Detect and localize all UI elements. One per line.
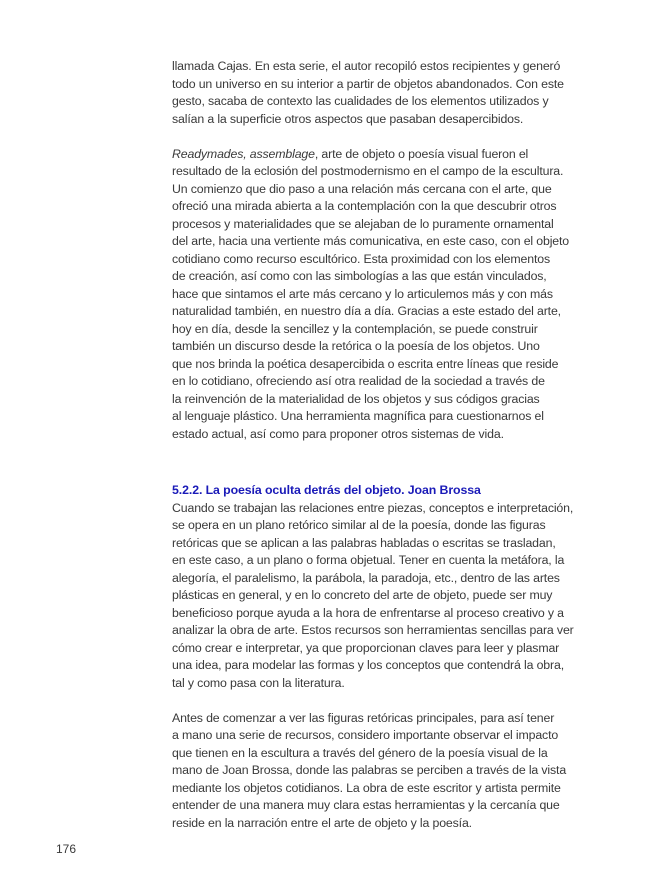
paragraph-readymades (172, 146, 608, 444)
italic-term: Readymades, assemblage (172, 146, 315, 161)
section-heading: 5.2.2. La poesía oculta detrás del objeto. Joan Brossa (172, 483, 481, 497)
body-text (172, 58, 608, 850)
paragraph-cajas: llamada Cajas. En esta serie, el autor recopiló estos recipientes y generó todo un universo en su interior a partir de objetos abandonados. Con este gesto, sacaba de contexto las cualidades de los elementos utilizados y salían a la superficie otros aspectos que pasaban desapercibidos. (172, 59, 564, 126)
paragraph-brossa: Antes de comenzar a ver las figuras retóricas principales, para así tener a mano una serie de recursos, considero importante observar el impacto que tienen en la escultura a través del género de la poesía visual de la mano de Joan Brossa, donde las palabras se perciben a través de la vista mediante los objetos cotidianos. La obra de este escritor y artista permite entender de una manera muy clara estas herramientas y la cercanía que reside en la narración entre el arte de objeto y la poesía. (172, 710, 567, 830)
page-number: 176 (56, 842, 77, 856)
paragraph-rhetoric: Cuando se trabajan las relaciones entre piezas, conceptos e interpretación, se opera en un plano retórico similar al de la poesía, donde las figuras retóricas que se aplican a las palabras habladas o escritas se trasladan, en este caso, a un plano o forma objetual. Tener en cuenta la metáfora, la alegoría, el paralelismo, la parábola, la paradoja, etc., dentro de las artes plásticas en general, y en lo concreto del arte de objeto, puede ser muy beneficioso porque ayuda a la hora de enfrentarse al proceso creativo y a analizar la obra de arte. Estos recursos son herramientas sencillas para ver cómo crear e interpretar, ya que proporcionan claves para leer y plasmar una idea, para modelar las formas y los conceptos que contendrá la obra, tal y como pasa con la literatura. (172, 500, 574, 690)
paragraph-readymades-text: , arte de objeto o poesía visual fueron el resultado de la eclosión del postmodernismo en el campo de la escultura. Un comienzo que dio paso a una relación más cercana con el arte, que ofreció una mirada abierta a la contemplación con la que descubrir otros procesos y materialidades que se alejaban de lo puramente ornamental del arte, hacia una vertiente más comunicativa, en este caso, con el objeto cotidiano como recurso escultórico. Esta proximidad con los elementos de creación, así como con las simbologías a las que están vinculados, hace que sintamos el arte más cercano y lo articulemos más y con más naturalidad también, en nuestro día a día. Gracias a este estado del arte, hoy en día, desde la sencillez y la contemplación, se puede construir también un discurso desde la retórica o la poesía de los objetos. Uno que nos brinda la poética desapercibida o escrita entre líneas que reside en lo cotidiano, ofreciendo así otra realidad de la sociedad a través de la reinvención de la materialidad de los objetos y sus códigos gracias al lenguaje plástico. Una herramienta magnífica para cuestionarnos el estado actual, así como para proponer otros sistemas de vida. (172, 146, 570, 441)
